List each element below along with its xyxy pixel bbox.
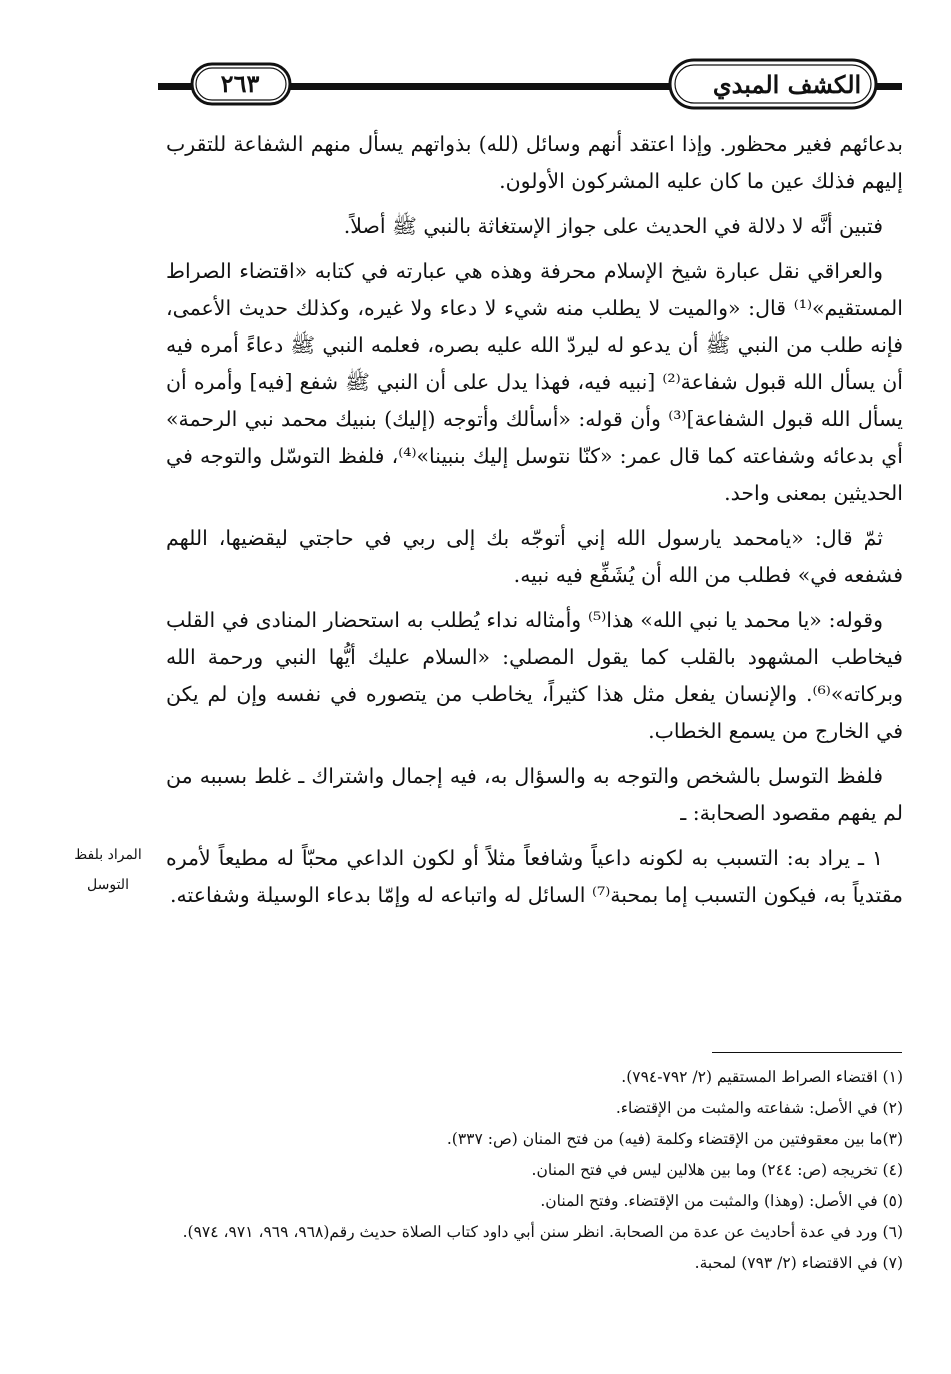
- footnote: (٢) في الأصل: شفاعته والمثبت من الإقتضاء.: [615, 1099, 903, 1117]
- paragraph: بدعائهم فغير محظور. وإذا اعتقد أنهم وسائل (لله) بذواتهم يسأل منهم الشفاعة للتقرب إليهم فذلك عين ما كان عليه المشركون الأولون.: [166, 132, 903, 193]
- book-title: الكشف المبدي: [712, 69, 862, 99]
- paragraph: فلفظ التوسل بالشخص والتوجه به والسؤال به، فيه إجمال واشتراك ـ غلط بسببه من لم يفهم مقصود الصحابة: ـ: [166, 764, 903, 825]
- page-number: ٢٦٣: [220, 68, 260, 98]
- footnotes: [170, 1062, 903, 1279]
- footnote: (٧) في الاقتضاء (٢/ ٧٩٣) لمحبة.: [694, 1254, 903, 1272]
- paragraph: وقوله: «يا محمد يا نبي الله» هذا⁽⁵⁾ وأمثاله نداء يُطلب به استحضار المنادى في القلب فيخاطب المشهود بالقلب كما يقول المصلي: «السلام عليك أيُّها النبي ورحمة الله وبركاته»⁽⁶⁾. والإنسان يفعل مثل هذا كثيراً، يخاطب من يتصوره في نفسه وإن لم يكن في الخارج من يسمع الخطاب.: [166, 608, 903, 743]
- footnote: (٣)ما بين معقوفتين من الإقتضاء وكلمة (فيه) من فتح المنان (ص: ٣٣٧).: [446, 1130, 903, 1148]
- footnote-divider: [712, 1052, 902, 1053]
- main-text: [166, 126, 903, 922]
- margin-note-line: التوسل: [87, 877, 129, 893]
- paragraph: فتبين أنَّه لا دلالة في الحديث على جواز الإستغاثة بالنبي ﷺ أصلاً.: [343, 214, 883, 238]
- margin-note: [60, 840, 156, 900]
- footnote: (١) اقتضاء الصراط المستقيم (٢/ ٧٩٢-٧٩٤).: [621, 1068, 903, 1086]
- page-header: [158, 58, 902, 118]
- footnote: (٥) في الأصل: (وهذا) والمثبت من الإقتضاء. وفتح المنان.: [540, 1192, 903, 1210]
- footnote: (٦) ورد في عدة أحاديث عن عدة من الصحابة. انظر سنن أبي داود كتاب الصلاة حديث رقم(٩٦٨، ٩٦٩، ٩٧١، ٩٧٤).: [182, 1223, 903, 1241]
- margin-note-line: المراد بلفظ: [74, 847, 142, 863]
- paragraph: ثمّ قال: «يامحمد يارسول الله إني أتوجّه بك إلى ربي في حاجتي ليقضيها، اللهم فشفعه في» فطلب من الله أن يُشَفِّع فيه نبيه.: [166, 526, 903, 587]
- paragraph: والعراقي نقل عبارة شيخ الإسلام محرفة وهذه هي عبارته في كتابه «اقتضاء الصراط المستقيم»⁽¹⁾ قال: «والميت لا يطلب منه شيء لا دعاء ولا غيره، وكذلك حديث الأعمى، فإنه طلب من النبي ﷺ أن يدعو له ليردّ الله عليه بصره، فعلمه النبي ﷺ دعاءً أمره فيه أن يسأل الله قبول شفاعة⁽²⁾ [نبيه فيه، فهذا يدل على أن النبي ﷺ شفع [فيه] وأمره أن يسأل الله قبول الشفاعة]⁽³⁾ وأن قوله: «أسألك وأتوجه (إليك) بنبيك محمد نبي الرحمة» أي بدعائه وشفاعته كما قال عمر: «كنّا نتوسل إليك بنبينا»⁽⁴⁾، فلفظ التوسّل والتوجه في الحديثين بمعنى واحد.: [166, 259, 903, 505]
- paragraph: ١ ـ يراد به: التسبب به لكونه داعياً وشافعاً مثلاً أو لكون الداعي محبّاً له مطيعاً لأمره مقتدياً به، فيكون التسبب إما بمحبة⁽⁷⁾ السائل له واتباعه له وإمّا بدعاء الوسيلة وشفاعته.: [166, 846, 903, 907]
- footnote: (٤) تخريجه (ص: ٢٤٤) وما بين هلالين ليس في فتح المنان.: [531, 1161, 903, 1179]
